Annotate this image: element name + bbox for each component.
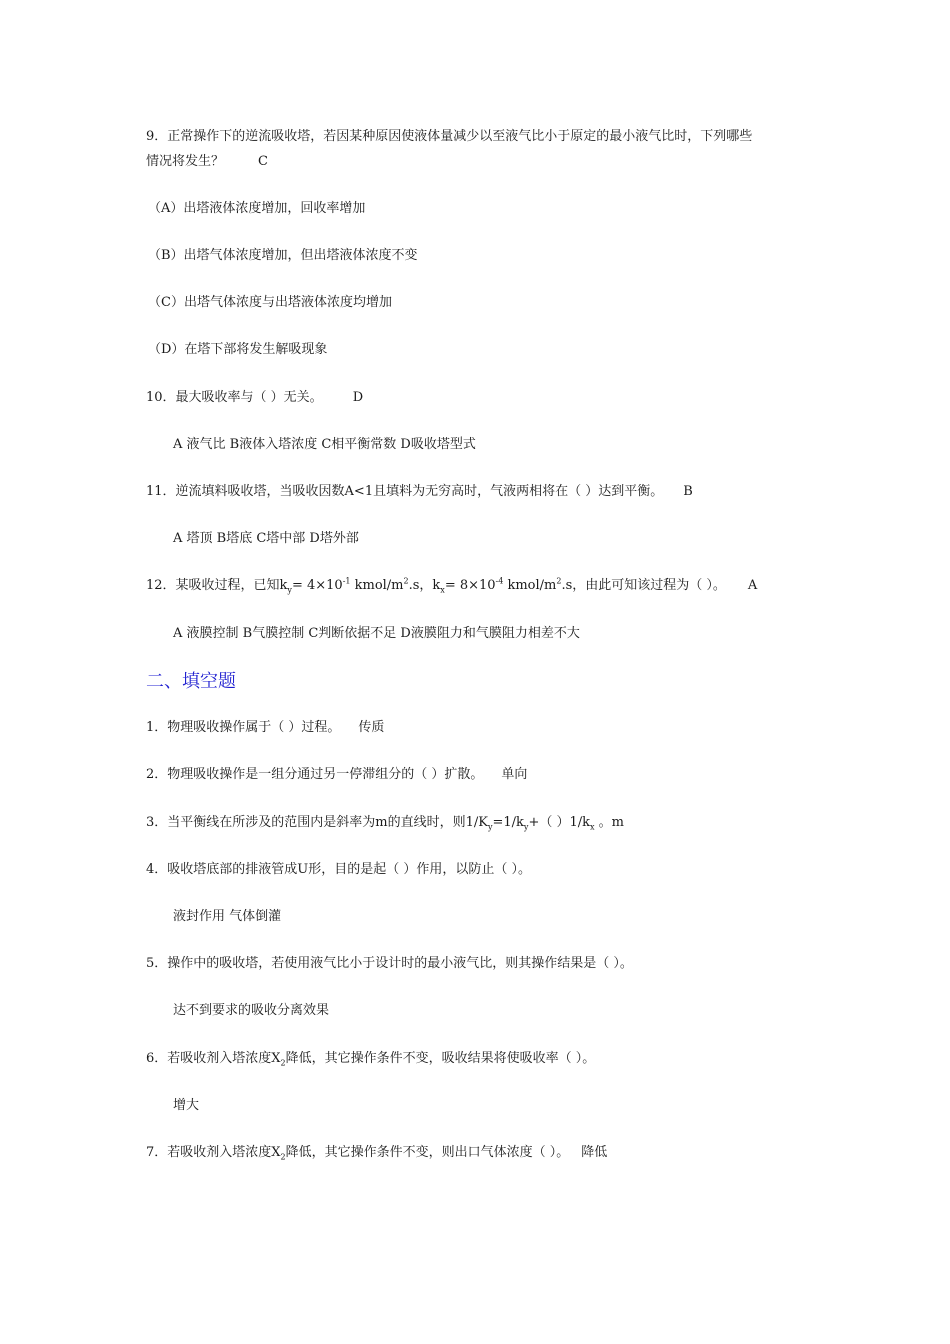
- fill-3-text-mid2: +（ ）1/k: [528, 815, 591, 830]
- fill-2-text: 2．物理吸收操作是一组分通过另一停滞组分的（ ）扩散。: [146, 767, 484, 782]
- fill-2: [146, 767, 527, 783]
- fill-6-text-pre: 6．若吸收剂入塔浓度X: [146, 1051, 281, 1066]
- fill-3-text-post: 。m: [594, 815, 624, 830]
- q9-option-b: （B）出塔气体浓度增加，但出塔液体浓度不变: [148, 248, 418, 263]
- q12-sup1: -1: [342, 576, 351, 586]
- q11-question-text: 11．逆流填料吸收塔，当吸收因数A<1且填料为无穷高时，气液两相将在（ ）达到平衡。: [146, 484, 664, 499]
- fill-5-answer: 达不到要求的吸收分离效果: [173, 1003, 330, 1018]
- q9-option-c: （C）出塔气体浓度与出塔液体浓度均增加: [148, 295, 392, 310]
- fill-2-answer: 单向: [501, 767, 528, 782]
- q12-text-mid3: .s，k: [408, 578, 441, 593]
- q12-sub-y: y: [287, 585, 292, 595]
- q11-options: A 塔顶 B塔底 C塔中部 D塔外部: [173, 531, 359, 546]
- q10-answer: D: [352, 390, 364, 405]
- fill-6-sub: 2: [280, 1058, 286, 1068]
- fill-6-text-post: 降低，其它操作条件不变，吸收结果将使吸收率（ ）。: [285, 1051, 596, 1066]
- fill-4-answer: 液封作用 气体倒灌: [173, 909, 282, 924]
- q9-question-text: 情况将发生？: [146, 154, 225, 169]
- q9-option-d: （D）在塔下部将发生解吸现象: [148, 342, 328, 357]
- fill-1: [146, 720, 384, 736]
- q11-answer: B: [683, 484, 693, 499]
- q10-question-text: 10．最大吸收率与（ ）无关。: [146, 390, 323, 405]
- section-title-fill-in: 二、填空题: [146, 671, 236, 692]
- q12-answer: A: [747, 578, 758, 593]
- q9-option-a: （A）出塔液体浓度增加，回收率增加: [148, 201, 366, 216]
- q9-line1: 9．正常操作下的逆流吸收塔，若因某种原因使液体量减少以至液气比小于原定的最小液气比时，下列哪些: [146, 129, 753, 144]
- q9-line2: [146, 154, 268, 170]
- fill-3-text-mid1: =1/k: [492, 815, 524, 830]
- fill-6: [146, 1051, 595, 1067]
- q12-sup3: -4: [495, 576, 504, 586]
- fill-1-answer: 传质: [358, 720, 385, 735]
- q9-answer: C: [258, 154, 268, 169]
- q11-line: [146, 484, 693, 500]
- q12-text-mid2: kmol/m: [350, 578, 404, 593]
- q12-sup2: 2: [403, 576, 409, 586]
- q12-text-pre: 12．某吸收过程，已知k: [146, 578, 288, 593]
- fill-7-answer: 降低: [581, 1145, 608, 1160]
- fill-3-sub1: y: [487, 822, 493, 832]
- q12-sub-x: x: [440, 585, 445, 595]
- q12-line: [146, 578, 757, 594]
- q10-options: A 液气比 B液体入塔浓度 C相平衡常数 D吸收塔型式: [173, 437, 476, 452]
- fill-6-answer: 增大: [173, 1098, 200, 1113]
- fill-1-text: 1．物理吸收操作属于（ ）过程。: [146, 720, 341, 735]
- q10-line: [146, 390, 363, 406]
- q12-sup4: 2: [556, 576, 562, 586]
- q12-text-mid4: = 8×10: [444, 578, 496, 593]
- fill-3-sub3: x: [590, 822, 595, 832]
- fill-7: [146, 1145, 607, 1161]
- q12-text-mid5: kmol/m: [503, 578, 557, 593]
- fill-5: 5．操作中的吸收塔，若使用液气比小于设计时的最小液气比，则其操作结果是（ ）。: [146, 956, 633, 971]
- q12-text-post: .s，由此可知该过程为（ ）。: [561, 578, 726, 593]
- fill-7-sub: 2: [280, 1152, 286, 1162]
- fill-3-text-pre: 3．当平衡线在所涉及的范围内是斜率为m的直线时，则1/K: [146, 815, 488, 830]
- q12-text-mid1: = 4×10: [291, 578, 343, 593]
- fill-7-text-pre: 7．若吸收剂入塔浓度X: [146, 1145, 281, 1160]
- fill-7-text-post: 降低，其它操作条件不变，则出口气体浓度（ ）。: [285, 1145, 570, 1160]
- fill-4: 4．吸收塔底部的排液管成U形，目的是起（ ）作用，以防止（ ）。: [146, 862, 531, 877]
- fill-3: [146, 815, 624, 831]
- fill-3-sub2: y: [523, 822, 529, 832]
- q12-options: A 液膜控制 B气膜控制 C判断依据不足 D液膜阻力和气膜阻力相差不大: [173, 626, 580, 641]
